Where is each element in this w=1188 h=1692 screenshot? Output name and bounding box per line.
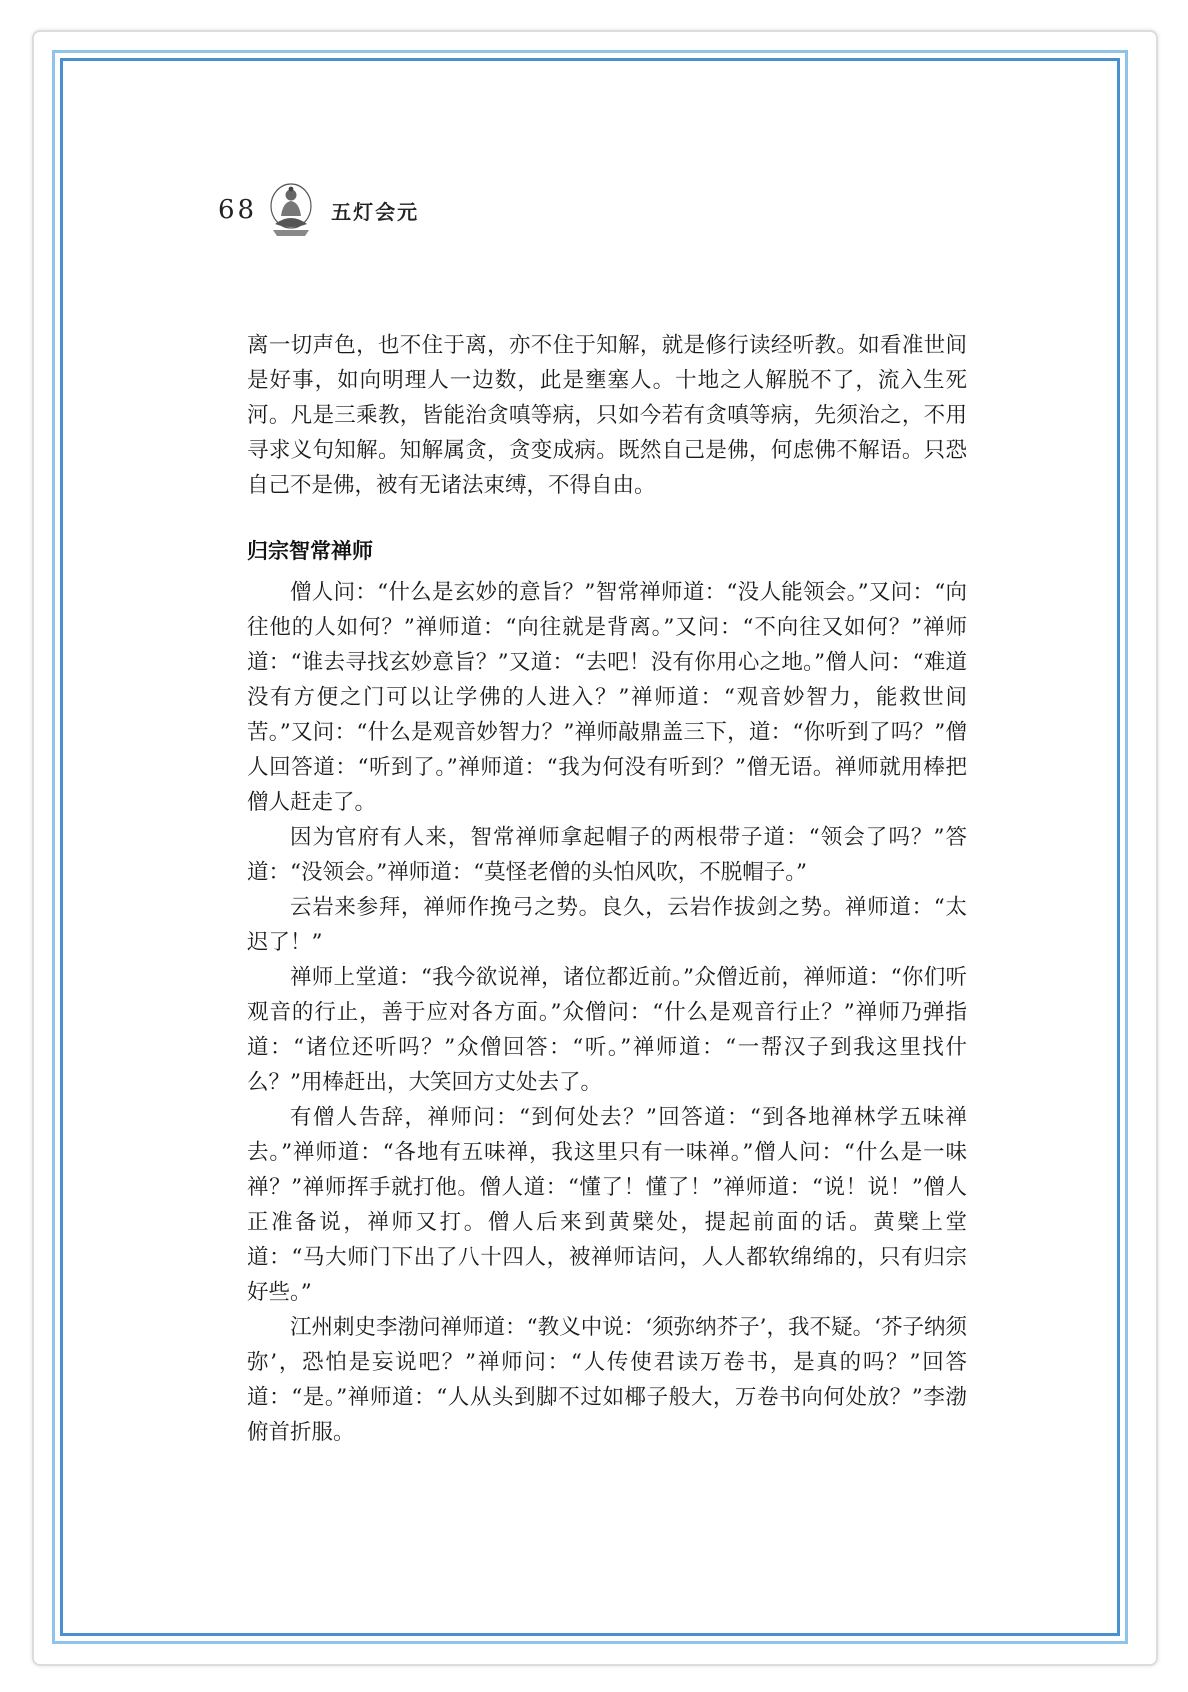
paragraph: 江州刺史李渤问禅师道：“教义中说：‘须弥纳芥子’，我不疑。‘芥子纳须弥’，恐怕是妄说吧？”禅师问：“人传使君读万卷书，是真的吗？”回答道：“是。”禅师道：“人从头到脚不过如椰子般大，万卷书向何处放？”李渤俯首折服。	[247, 1315, 967, 1445]
paragraph: 因为官府有人来，智常禅师拿起帽子的两根带子道：“领会了吗？”答道：“没领会。”禅师道：“莫怪老僧的头怕风吹，不脱帽子。”	[247, 825, 967, 885]
page-number: 68	[218, 195, 258, 225]
book-title: 五灯会元	[331, 199, 420, 224]
running-header	[218, 180, 419, 240]
paragraph: 有僧人告辞，禅师问：“到何处去？”回答道：“到各地禅林学五味禅去。”禅师道：“各地有五味禅，我这里只有一味禅。”僧人问：“什么是一味禅？”禅师挥手就打他。僧人道：“懂了！懂了！”禅师道：“说！说！”僧人正准备说，禅师又打。僧人后来到黄檗处，提起前面的话。黄檗上堂道：“马大师门下出了八十四人，被禅师诘问，人人都软绵绵的，只有归宗好些。”	[247, 1105, 967, 1305]
paragraph: 僧人问：“什么是玄妙的意旨？”智常禅师道：“没人能领会。”又问：“向往他的人如何？”禅师道：“向往就是背离。”又问：“不向往又如何？”禅师道：“谁去寻找玄妙意旨？”又道：“去吧！没有你用心之地。”僧人问：“难道没有方便之门可以让学佛的人进入？”禅师道：“观音妙智力，能救世间苦。”又问：“什么是观音妙智力？”禅师敲鼎盖三下，道：“你听到了吗？”僧人回答道：“听到了。”禅师道：“我为何没有听到？”僧无语。禅师就用棒把僧人赶走了。	[247, 580, 967, 815]
seated-buddha-icon	[267, 182, 315, 238]
section-title: 归宗智常禅师	[247, 539, 373, 563]
opening-paragraph: 离一切声色，也不住于离，亦不住于知解，就是修行读经听教。如看准世间是好事，如向明理人一边数，此是壅塞人。十地之人解脱不了，流入生死河。凡是三乘教，皆能治贪嗔等病，只如今若有贪嗔等病，先须治之，不用寻求义句知解。知解属贪，贪变成病。既然自己是佛，何虑佛不解语。只恐自己不是佛，被有无诸法束缚，不得自由。	[247, 333, 967, 498]
section-body	[247, 575, 967, 1450]
paragraph: 云岩来参拜，禅师作挽弓之势。良久，云岩作拔剑之势。禅师道：“太迟了！”	[247, 895, 967, 955]
paragraph: 禅师上堂道：“我今欲说禅，诸位都近前。”众僧近前，禅师道：“你们听观音的行止，善于应对各方面。”众僧问：“什么是观音行止？”禅师乃弹指道：“诸位还听吗？”众僧回答：“听。”禅师道：“一帮汉子到我这里找什么？”用棒赶出，大笑回方丈处去了。	[247, 965, 967, 1095]
